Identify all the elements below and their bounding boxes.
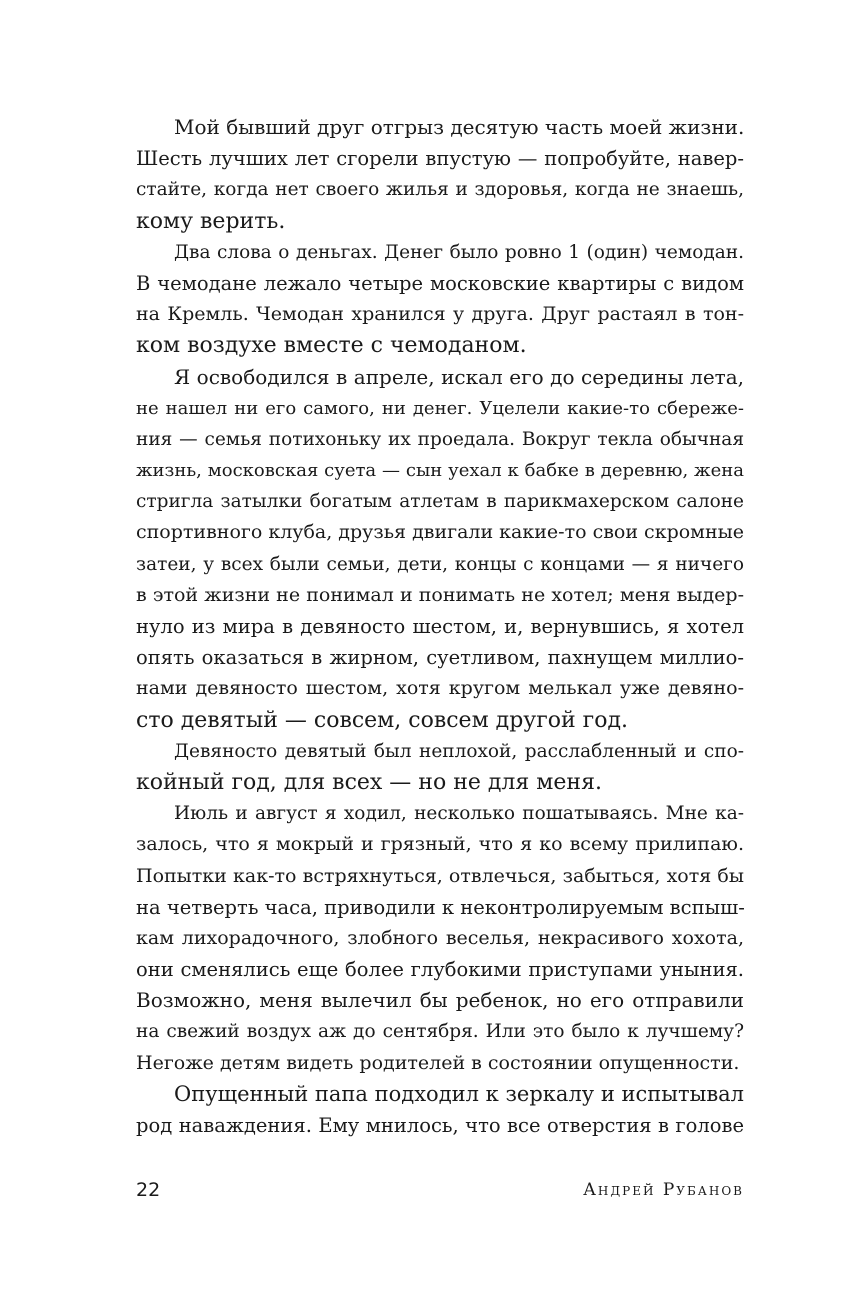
text-line: Я освободился в апреле, искал его до середины лета, — [174, 364, 744, 389]
text-line: на Кремль. Чемодан хранился у друга. Друг растаял в тон- — [136, 303, 744, 326]
text-line: род наваждения. Ему мнилось, что все отверстия в голове — [136, 1114, 744, 1137]
page-footer — [136, 1176, 744, 1204]
text-line: стригла затылки богатым атлетам в парикмахерском салоне — [136, 491, 744, 513]
body-text — [136, 112, 744, 1141]
text-line: в этой жизни не понимал и понимать не хотел; меня выдер- — [136, 583, 744, 606]
text-line: Мой бывший друг отгрыз десятую часть моей жизни. — [174, 115, 745, 139]
text-line: жизнь, московская суета — сын уехал к бабке в деревню, жена — [136, 460, 744, 482]
text-line: Шесть лучших лет сгорели впустую — попробуйте, навер- — [136, 147, 744, 171]
text-line: на свежий воздух аж до сентября. Или это было к лучшему? — [136, 1021, 744, 1043]
text-line: В чемодане лежало четыре московские квартиры с видом — [136, 271, 744, 295]
text-line: Попытки как-то встряхнуться, отвлечься, забыться, хотя бы — [136, 864, 744, 887]
text-line: залось, что я мокрый и грязный, что я ко всему прилипаю. — [136, 833, 744, 856]
text-line: ком воздухе вместе с чемоданом. — [136, 333, 527, 359]
text-line: нами девяносто шестом, хотя кругом мелькал уже девяно- — [136, 677, 744, 700]
text-line: ния — семья потихоньку их проедала. Вокруг текла обычная — [136, 428, 744, 450]
page-number: 22 — [136, 1179, 161, 1201]
text-line: Июль и август я ходил, несколько пошатываясь. Мне ка- — [174, 803, 744, 825]
text-line: опять оказаться в жирном, суетливом, пахнущем миллио- — [136, 646, 744, 670]
text-line: они сменялись еще более глубокими приступами уныния. — [136, 958, 744, 982]
text-line: Негоже детям видеть родителей в состоянии опущенности. — [136, 1051, 740, 1074]
running-footer-author: Андрей Рубанов — [583, 1180, 744, 1200]
text-line: нуло из мира в девяносто шестом, и, вернувшись, я хотел — [136, 615, 744, 638]
text-line: кому верить. — [136, 208, 286, 234]
text-line: на четверть часа, приводили к неконтролируемым вспыш- — [136, 895, 745, 919]
text-line: койный год, для всех — но не для меня. — [136, 769, 602, 795]
text-line: Два слова о деньгах. Денег было ровно 1 (один) чемодан. — [174, 241, 744, 263]
text-line: кам лихорадочного, злобного веселья, некрасивого хохота, — [136, 926, 744, 949]
text-line: Опущенный папа подходил к зеркалу и испытывал — [174, 1081, 744, 1106]
text-line: спортивного клуба, друзья двигали какие-то свои скромные — [136, 521, 744, 544]
text-line: стайте, когда нет своего жилья и здоровья, когда не знаешь, — [136, 179, 744, 201]
text-line: Девяносто девятый был неплохой, расслабленный и спо- — [174, 740, 744, 762]
text-line: не нашел ни его самого, ни денег. Уцелели какие-то сбереже- — [136, 397, 744, 419]
text-line: Возможно, меня вылечил бы ребенок, но его отправили — [136, 988, 744, 1013]
text-line: сто девятый — совсем, совсем другой год. — [136, 707, 628, 733]
text-line: затеи, у всех были семьи, дети, концы с концами — я ничего — [136, 553, 744, 575]
